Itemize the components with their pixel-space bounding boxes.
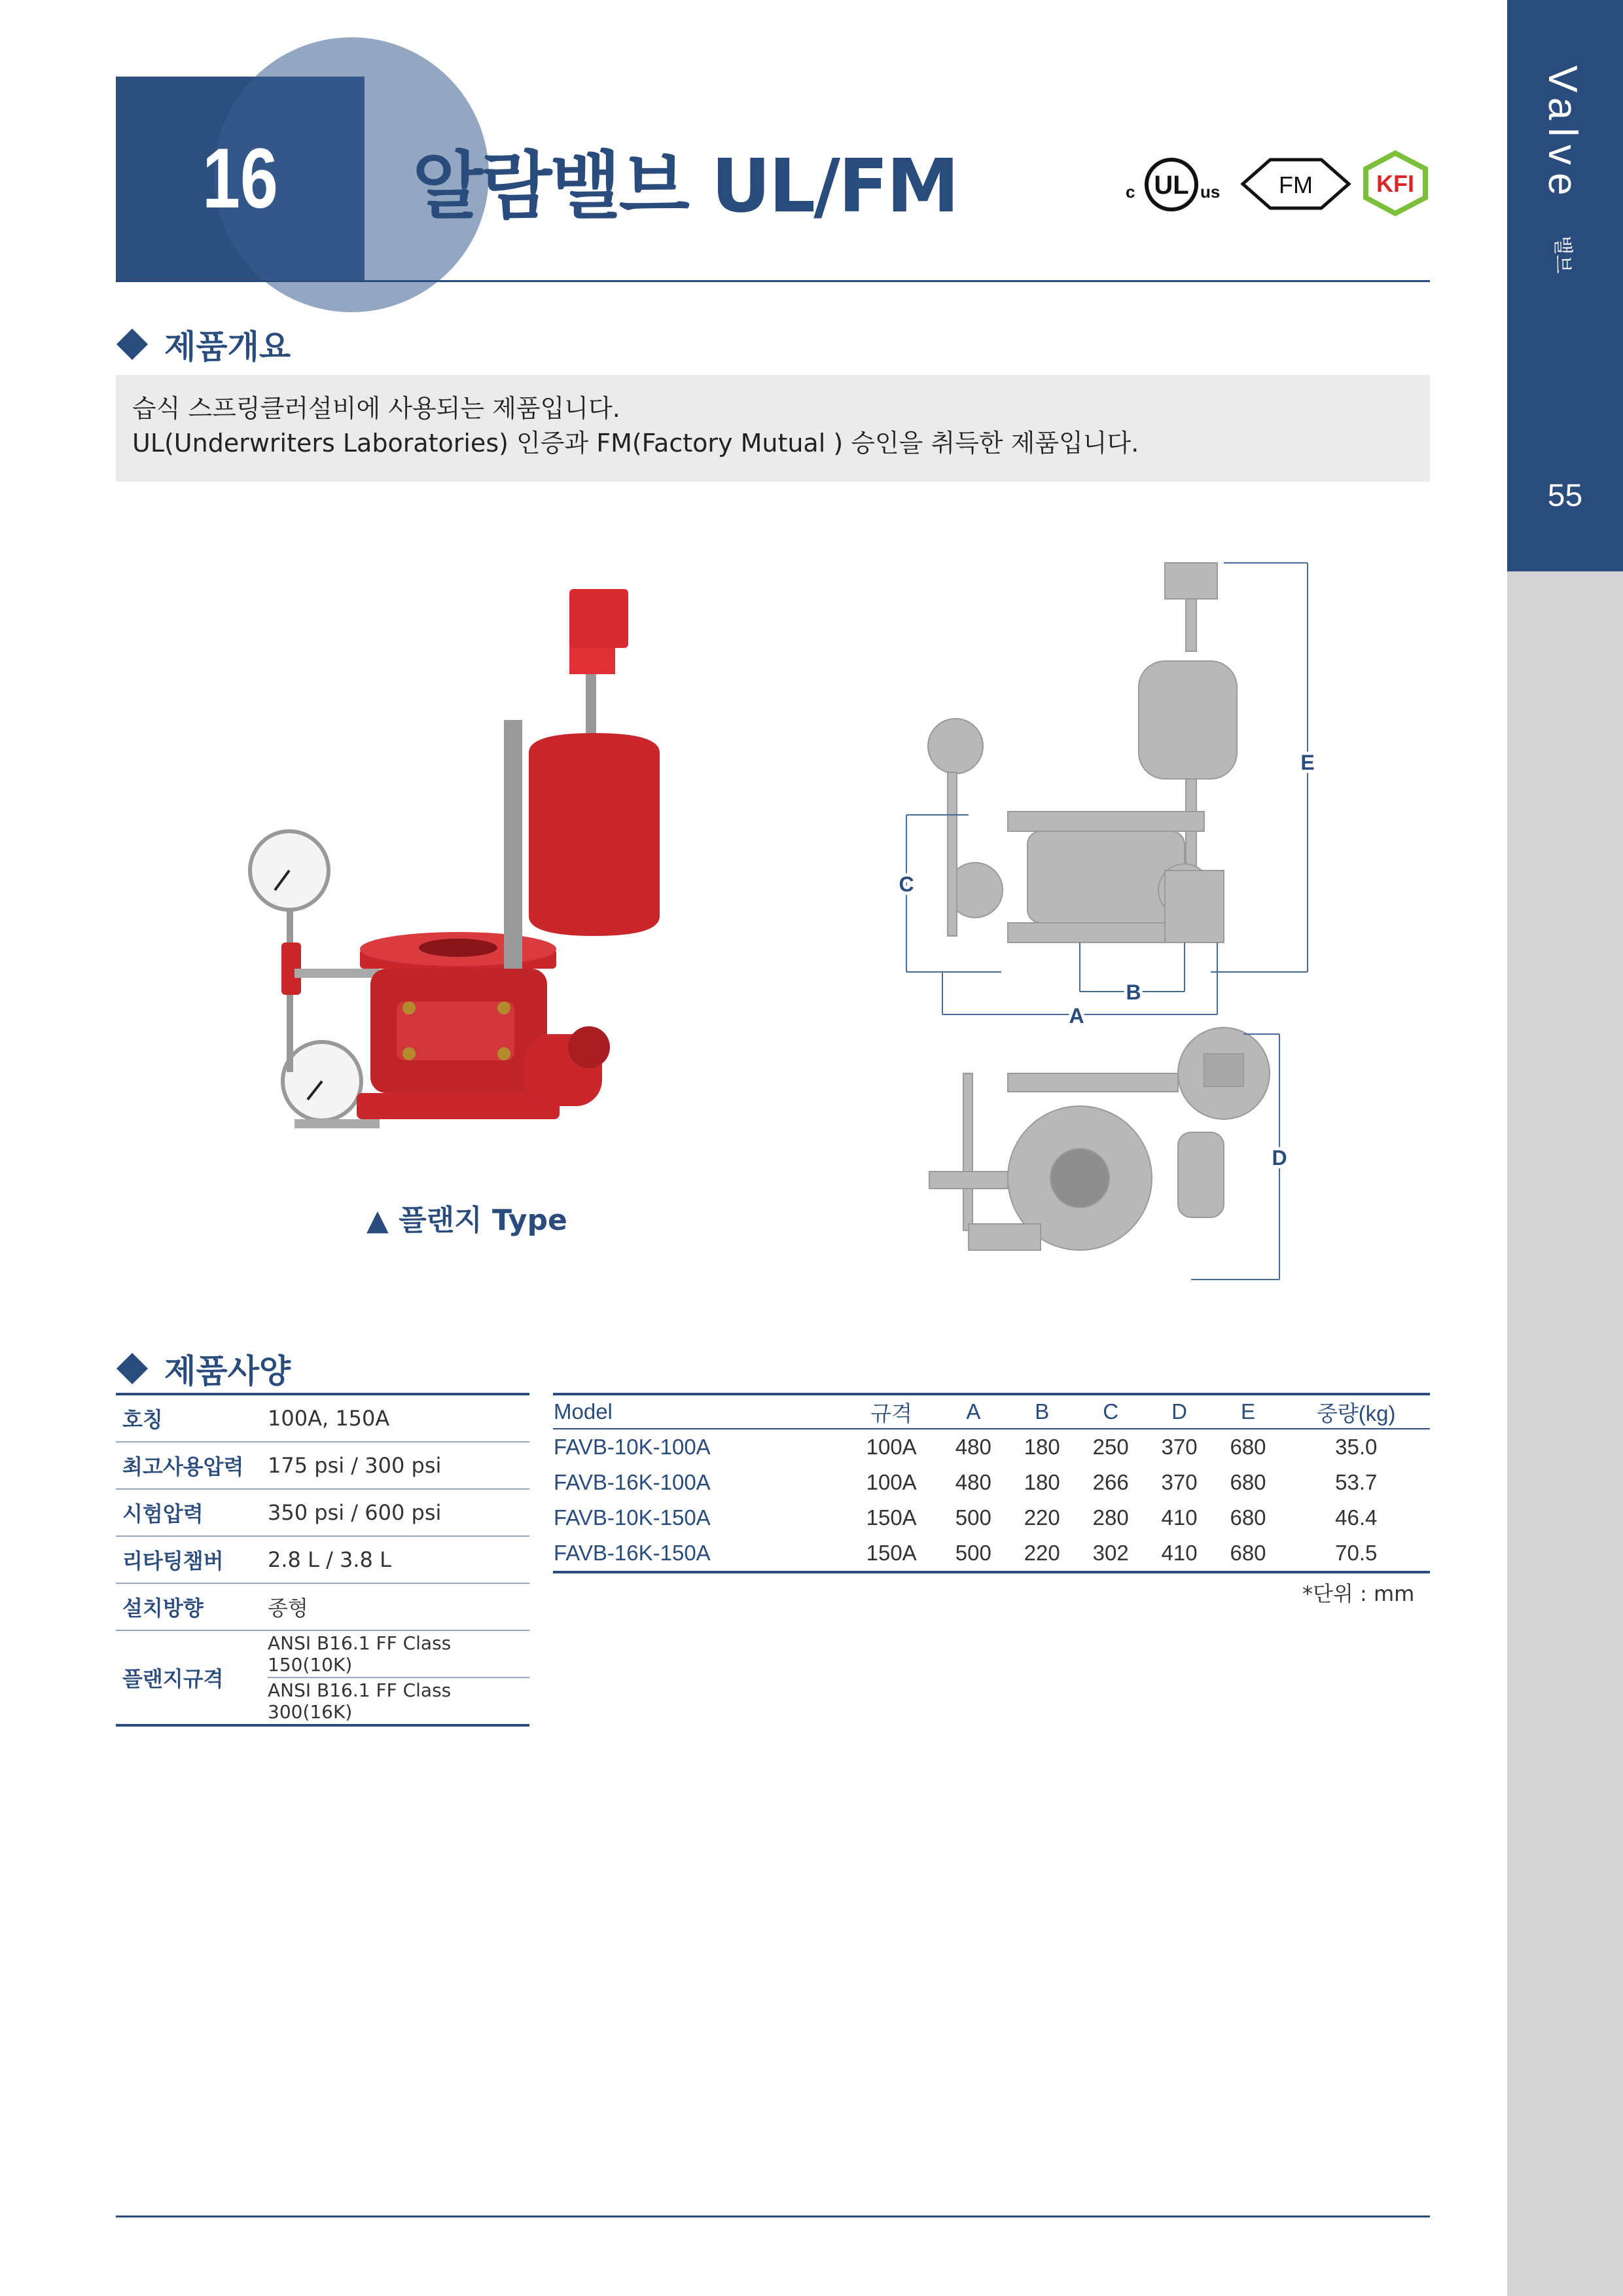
spec-label: 호칭: [116, 1395, 268, 1442]
table-cell: 150A: [866, 1505, 917, 1530]
table-cell: 370: [1161, 1435, 1198, 1459]
ul-logo-us: us: [1200, 182, 1221, 202]
table-row: [553, 1465, 1430, 1500]
table-cell: 280: [1092, 1505, 1129, 1530]
model-table: [553, 1393, 1430, 1573]
table-cell: 500: [939, 1535, 1008, 1572]
spec-label: 플랜지규격: [116, 1630, 268, 1725]
unit-note: *단위 : mm: [1302, 1581, 1415, 1606]
table-cell: 680: [1214, 1535, 1283, 1572]
spec-row: [116, 1630, 529, 1677]
table-cell: 150A: [844, 1535, 938, 1572]
spec-value: 100A, 150A: [268, 1395, 529, 1442]
spec-row: [116, 1536, 529, 1583]
col-header: 규격: [844, 1394, 938, 1429]
dim-label-c: C: [899, 872, 914, 896]
table-cell: FAVB-16K-150A: [553, 1535, 844, 1572]
table-cell: 53.7: [1335, 1470, 1378, 1494]
diamond-bullet-icon: [116, 329, 148, 360]
dim-label-e: E: [1300, 751, 1315, 774]
table-cell: 180: [1024, 1470, 1060, 1494]
spec-table: [116, 1395, 529, 1727]
dim-label-d: D: [1272, 1146, 1287, 1170]
side-category-en: Valve: [1540, 65, 1585, 204]
model-table-header: [553, 1394, 1430, 1429]
diamond-bullet-icon: [116, 1353, 148, 1384]
product-caption: ▲ 플랜지 Type: [366, 1204, 567, 1237]
table-cell: 302: [1077, 1535, 1145, 1572]
table-cell: 480: [955, 1470, 991, 1494]
overview-line-1: 습식 스프링클러설비에 사용되는 제품입니다.: [132, 394, 620, 423]
spec-label: 리타팅챔버: [116, 1536, 268, 1583]
alarm-valve-product-image: [249, 576, 668, 1165]
ul-logo-mark: UL: [1154, 171, 1189, 200]
table-cell: 680: [1230, 1470, 1266, 1494]
spec-value: 2.8 L / 3.8 L: [268, 1536, 529, 1583]
dim-label-b: B: [1126, 980, 1141, 1004]
table-cell: 370: [1161, 1470, 1198, 1494]
col-header: B: [1008, 1394, 1077, 1429]
section-number-box: [116, 77, 365, 281]
col-header: A: [939, 1394, 1008, 1429]
side-strip: [1507, 571, 1623, 2296]
page-title: 알람밸브 UL/FM: [412, 144, 957, 229]
spec-row: [116, 1395, 529, 1442]
spec-row: [116, 1583, 529, 1630]
table-cell: 680: [1230, 1435, 1266, 1459]
spec-value: 종형: [268, 1583, 529, 1630]
table-cell: 100A: [866, 1435, 917, 1459]
header-divider: [116, 280, 1430, 282]
kfi-logo-text: KFI: [1376, 170, 1414, 197]
table-cell: FAVB-10K-150A: [554, 1505, 711, 1530]
fm-approved-logo: [1240, 157, 1351, 211]
table-row: [553, 1500, 1430, 1535]
dim-label-a: A: [1069, 1004, 1084, 1028]
table-cell: FAVB-10K-100A: [554, 1435, 711, 1459]
spec-row: [116, 1442, 529, 1489]
table-cell: 480: [955, 1435, 991, 1459]
col-header: E: [1214, 1394, 1283, 1429]
dimension-drawing: [899, 556, 1329, 1289]
spec-row: [116, 1489, 529, 1536]
table-cell: 250: [1092, 1435, 1129, 1459]
col-header: Model: [553, 1394, 844, 1429]
footer-divider: [116, 2215, 1430, 2217]
section-number: 16: [202, 130, 278, 226]
table-cell: 266: [1092, 1470, 1129, 1494]
table-cell: 46.4: [1335, 1505, 1378, 1530]
overview-title: 제품개요: [164, 328, 291, 366]
ul-logo-c: c: [1126, 182, 1135, 202]
col-header: C: [1077, 1394, 1145, 1429]
spec-label: 시험압력: [116, 1489, 268, 1536]
spec-value: 175 psi / 300 psi: [268, 1442, 529, 1489]
table-row: [553, 1535, 1430, 1572]
table-cell: 500: [955, 1505, 991, 1530]
overview-box: [116, 375, 1430, 482]
overview-line-2: UL(Underwriters Laboratories) 인증과 FM(Factory Mutual ) 승인을 취득한 제품입니다.: [132, 429, 1139, 457]
side-category: [1507, 59, 1623, 281]
spec-label: 최고사용압력: [116, 1442, 268, 1489]
kfi-logo: [1361, 151, 1430, 216]
side-category-ko: 밸브: [1551, 236, 1574, 274]
overview-heading: [116, 321, 291, 368]
spec-value: ANSI B16.1 FF Class 300(16K): [268, 1677, 529, 1725]
table-cell: 680: [1230, 1505, 1266, 1530]
table-cell: 220: [1008, 1535, 1077, 1572]
table-row: [553, 1429, 1430, 1465]
table-cell: 70.5: [1282, 1535, 1430, 1572]
table-cell: 410: [1161, 1505, 1198, 1530]
table-cell: FAVB-16K-100A: [554, 1470, 711, 1494]
spec-value: ANSI B16.1 FF Class 150(10K): [268, 1630, 529, 1677]
table-cell: 220: [1024, 1505, 1060, 1530]
spec-title: 제품사양: [164, 1352, 291, 1390]
table-cell: 35.0: [1335, 1435, 1378, 1459]
col-header: 중량(kg): [1282, 1394, 1430, 1429]
spec-heading: [116, 1345, 291, 1392]
table-cell: 410: [1145, 1535, 1214, 1572]
page-number: 55: [1547, 478, 1583, 513]
table-cell: 100A: [866, 1470, 917, 1494]
col-header: D: [1145, 1394, 1214, 1429]
ul-listed-logo: [1120, 151, 1225, 216]
spec-value: 350 psi / 600 psi: [268, 1489, 529, 1536]
fm-logo-text: FM: [1279, 171, 1313, 198]
table-cell: 180: [1024, 1435, 1060, 1459]
spec-label: 설치방향: [116, 1583, 268, 1630]
